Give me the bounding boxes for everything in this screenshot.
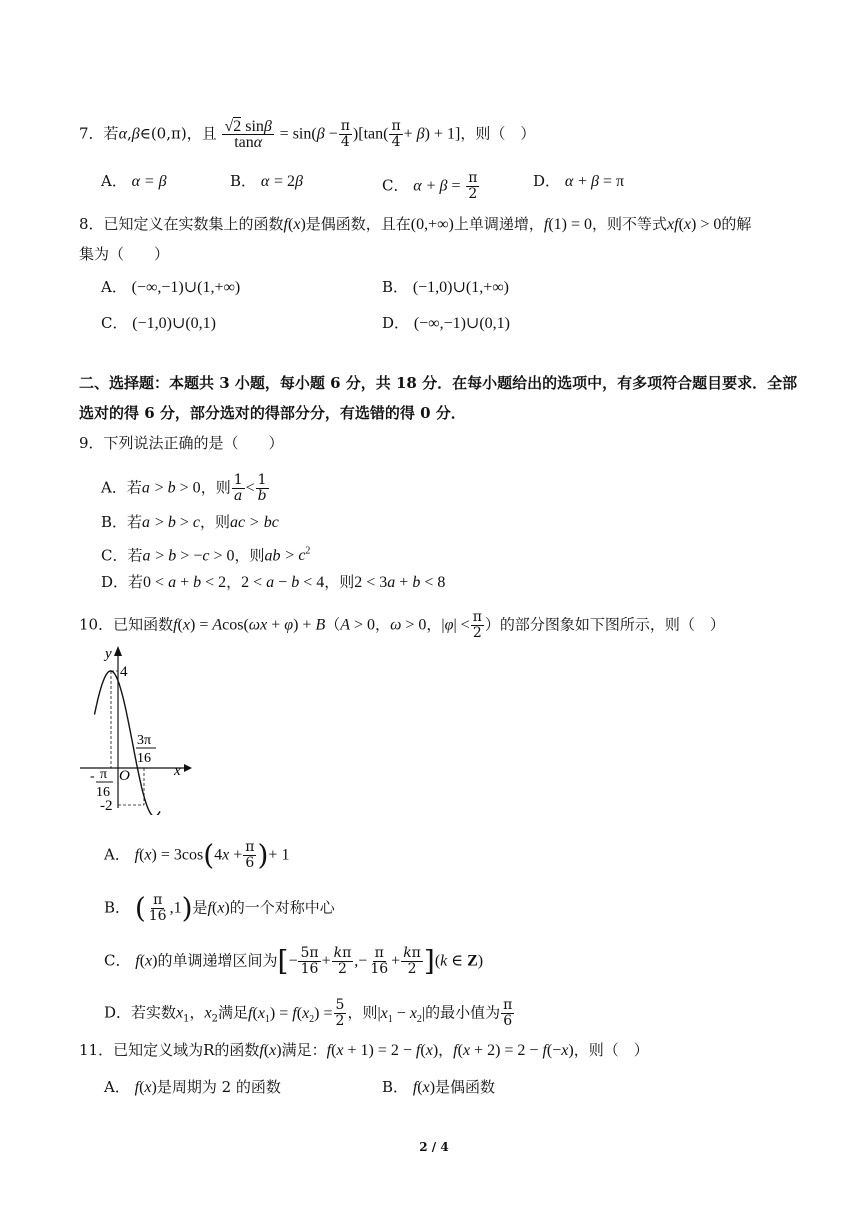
y-axis-arrow bbox=[114, 646, 122, 656]
q11-option-a: A． f(x)是周期为 2 的函数 bbox=[104, 1078, 281, 1096]
tick-left-sign: - bbox=[90, 769, 95, 784]
q9-option-b: B．若a > b > c，则ac > bc bbox=[101, 513, 279, 531]
section2-heading-line1: 二、选择题：本题共 3 小题，每小题 6 分，共 18 分．在每小题给出的选项中，有多项符合题目要求．全部 bbox=[79, 374, 798, 392]
q10-option-a: A． f(x) = 3cos(4x + $\frac{\pi}{6}$ )+ 1 bbox=[104, 838, 290, 872]
q8-option-b: B． (−1,0)∪(1,+∞) bbox=[382, 278, 509, 296]
q9-option-c: C．若a > b > −c > 0，则ab > $c^2$ bbox=[101, 546, 311, 565]
max-label: 4 bbox=[120, 664, 128, 680]
tick-left-den: 16 bbox=[96, 785, 110, 800]
q7-number: 7． bbox=[79, 124, 104, 143]
q10-stem: 10．已知函数f(x) = Acos(ωx + φ) + B（A > 0，ω > 0，|φ| < $\frac{\pi}{2}$ ）的部分图象如下图所示，则（ ） bbox=[79, 609, 725, 641]
tick-right-den: 16 bbox=[137, 751, 151, 766]
x-axis-arrow bbox=[184, 764, 192, 772]
q7-stem: 7．若α,β∈(0,π)，且 $\frac{√2 \sin\beta}{\tan\alpha}$ = sin(β − $\frac{\pi}{4}$ )[tan( $\frac{\pi}{4}$ + β) + 1]，则（ ） bbox=[79, 118, 536, 151]
q7-option-a: A． α = β bbox=[101, 172, 167, 190]
q10-option-c: C． f(x)的单调递增区间为[− $\frac{5\pi}{16}$ + $\frac{k\pi}{2}$ ,− $\frac{\pi}{16}$ + $\frac{k\pi}{2}$ ](k ∈ Z) bbox=[104, 944, 484, 978]
q9-stem: 9．下列说法正确的是（ ） bbox=[79, 434, 284, 452]
q10-function-graph bbox=[80, 640, 195, 815]
q10-option-d: D．若实数$x_1$，$x_2$满足$f(x_1) = f(x_2)$ = $\frac{5}{2}$ ，则$|x_1 - x_2|$的最小值为 $\frac{\pi}{6}$ bbox=[104, 997, 513, 1029]
q7-option-c: C． α + β = $\frac{\pi}{2}$ bbox=[382, 170, 478, 202]
q9-option-a: A．若a > b > 0，则 $\frac{1}{a}$ < $\frac{1}{b}$ bbox=[101, 472, 267, 504]
q8-option-d: D． (−∞,−1)∪(0,1) bbox=[382, 314, 510, 332]
q11-option-b: B． f(x)是偶函数 bbox=[382, 1078, 496, 1096]
tick-left-num: π bbox=[100, 767, 108, 782]
page-number: 2 / 4 bbox=[419, 1140, 449, 1154]
x-label: x bbox=[174, 763, 181, 779]
min-label: -2 bbox=[100, 798, 113, 814]
q9-option-d: D．若0 < a + b < 2，2 < a − b < 4，则2 < 3a + b < 8 bbox=[101, 573, 446, 591]
q8-stem-line1: 8．已知定义在实数集上的函数f(x)是偶函数，且在(0,+∞)上单调递增，f(1) = 0，则不等式xf(x) > 0的解 bbox=[79, 215, 752, 233]
q7-option-d: D． α + β = π bbox=[533, 172, 625, 190]
q7-option-b: B． α = 2β bbox=[230, 172, 303, 190]
q8-option-a: A． (−∞,−1)∪(1,+∞) bbox=[101, 278, 241, 296]
section2-heading-line2: 选对的得 6 分，部分选对的得部分分，有选错的得 0 分． bbox=[79, 404, 466, 422]
q8-stem-line2: 集为（ ） bbox=[79, 245, 170, 263]
tick-right-num: 3π bbox=[137, 733, 152, 748]
y-label: y bbox=[105, 646, 112, 662]
q11-stem: 11．已知定义域为R的函数f(x)满足：f(x + 1) = 2 − f(x)，f(x + 2) = 2 − f(−x)，则（ ） bbox=[79, 1041, 649, 1059]
origin-label: O bbox=[119, 768, 130, 784]
q8-option-c: C． (−1,0)∪(0,1) bbox=[101, 314, 217, 332]
q10-option-b: B． ( $\frac{\pi}{16}$ ,1)是f(x)的一个对称中心 bbox=[104, 891, 335, 925]
